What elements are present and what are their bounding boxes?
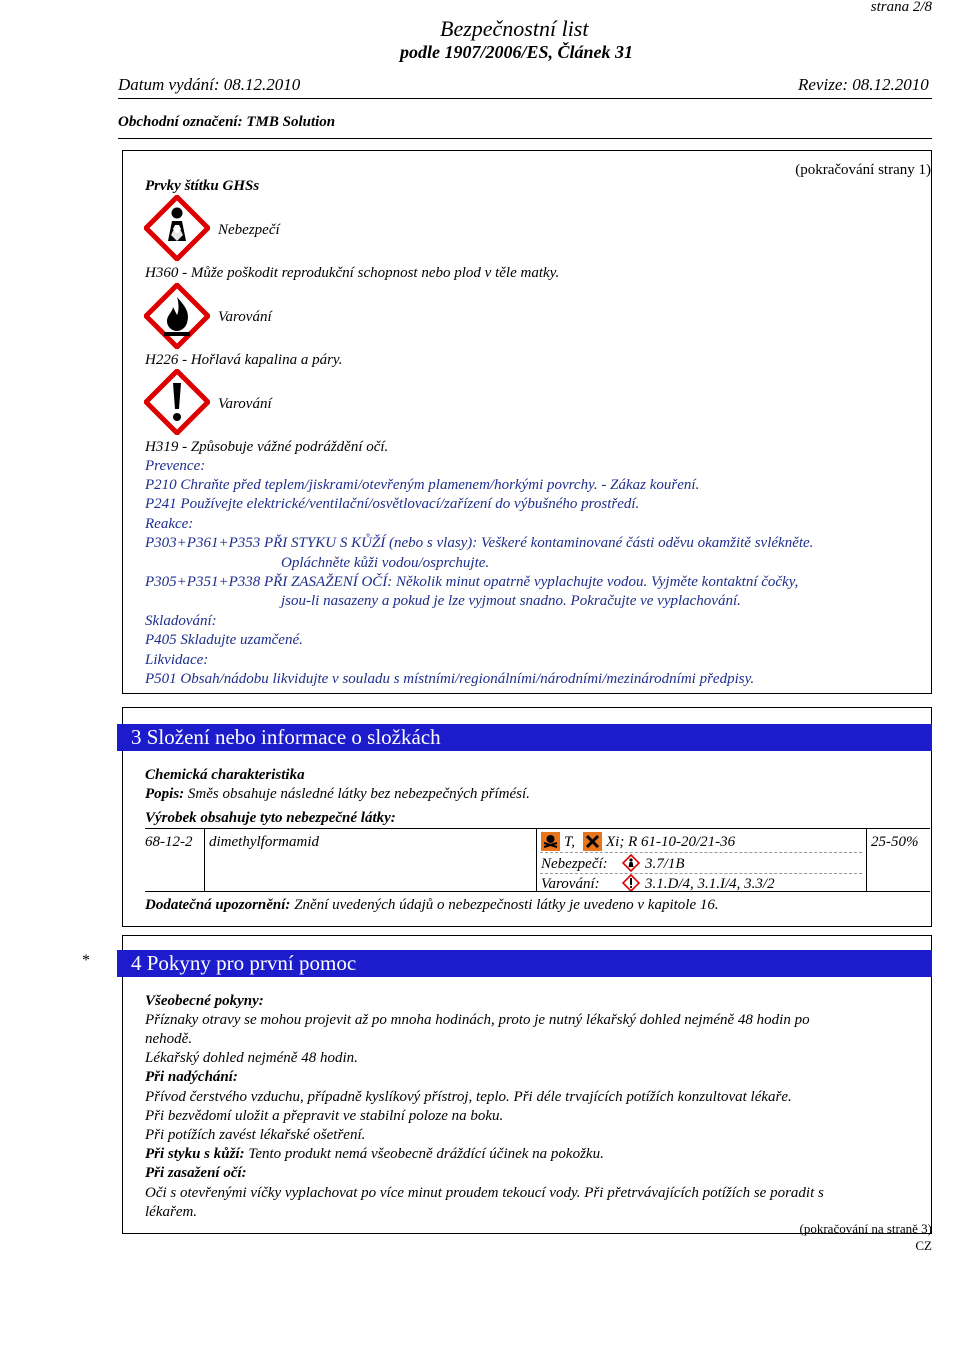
irritant-icon: [583, 832, 602, 851]
eye-text-2: lékařem.: [145, 1204, 198, 1220]
danger-label: Nebezpečí:: [541, 856, 608, 872]
language-code: CZ: [915, 1238, 932, 1253]
page-number: strana 2/8: [870, 0, 932, 15]
skin-text: Tento produkt nemá všeobecně dráždící účinek na pokožku.: [248, 1146, 604, 1162]
health-hazard-icon: [144, 195, 210, 261]
additional-line: [145, 896, 719, 914]
p241-text: P241 Používejte elektrické/ventilační/osvětlovací/zařízení do výbušného prostředí.: [145, 496, 640, 512]
flame-icon: [144, 283, 210, 349]
exclamation-small-icon: [622, 874, 640, 892]
toxic-icon: [541, 832, 560, 851]
popis-text: Směs obsahuje následné látky bez nebezpečných přímésí.: [187, 786, 530, 802]
document-title: Bezpečnostní list: [440, 16, 589, 41]
exclamation-icon: [144, 369, 210, 435]
revision-date: Revize: 08.12.2010: [798, 75, 929, 94]
p210-text: P210 Chraňte před teplem/jiskrami/otevřeným plamenem/horkými povrchy. - Zákaz kouření.: [145, 477, 700, 493]
signal-word-2: Varování: [218, 309, 272, 325]
additional-text: Znění uvedených údajů o nebezpečnosti látky je uvedeno v kapitole 16.: [294, 897, 719, 913]
section4-title: 4 Pokyny pro první pomoc: [117, 950, 932, 977]
p305-text: P305+P351+P338 PŘI ZASAŽENÍ OČÍ: Několik minut opatrně vyplachujte vodou. Vyjměte kontaktní čočky,: [145, 574, 799, 590]
p501-text: P501 Obsah/nádobu likvidujte v souladu s místními/regionálními/národními/mezinárodními předpisy.: [145, 671, 755, 687]
document-subtitle: podle 1907/2006/ES, Článek 31: [400, 42, 634, 62]
signal-word-3: Varování: [218, 396, 272, 412]
skin-line: [145, 1145, 604, 1163]
issue-date: Datum vydání: 08.12.2010: [118, 75, 301, 94]
general-text-2: nehodě.: [145, 1031, 193, 1047]
change-marker: *: [82, 952, 90, 969]
inhalation-text-3: Při potížích zavést lékařské ošetření.: [145, 1127, 366, 1143]
r-text: T,: [564, 834, 575, 850]
h-statement-3: H319 - Způsobuje vážné podráždění očí.: [145, 439, 389, 455]
warning-class: 3.1.D/4, 3.1.I/4, 3.3/2: [645, 876, 775, 892]
reaction-label: Reakce:: [145, 516, 194, 532]
popis-label: Popis:: [145, 786, 185, 802]
general-text-1: Příznaky otravy se mohou projevit až po mnoha hodinách, proto je nutný lékařský dohled nejméně 48 hodin po: [145, 1012, 810, 1028]
product-contains-label: Výrobek obsahuje tyto nebezpečné látky:: [145, 810, 396, 826]
eye-text-1: Oči s otevřenými víčky vyplachovat po více minut proudem tekoucí vody. Při přetrvávajících potížích se poradit s: [145, 1185, 824, 1201]
popis-line: [145, 785, 530, 803]
substance-name: dimethylformamid: [209, 834, 319, 850]
cas-number: 68-12-2: [145, 834, 193, 850]
inhalation-text-2: Při bezvědomí uložit a přepravit ve stabilní poloze na boku.: [145, 1108, 504, 1124]
inhalation-text-1: Přívod čerstvého vzduchu, případně kyslíkový přístroj, teplo. Při déle trvajících potížích konzultovat lékaře.: [145, 1089, 792, 1105]
continued-note: (pokračování strany 1): [795, 162, 931, 178]
percent-range: 25-50%: [871, 834, 919, 850]
p303-text-cont: Opláchněte kůži vodou/osprchujte.: [281, 555, 490, 571]
p305-text-cont: jsou-li nasazeny a pokud je lze vyjmout snadno. Pokračujte ve vyplachování.: [281, 593, 741, 609]
xi-text: Xi; R 61-10-20/21-36: [606, 834, 736, 850]
trade-name: Obchodní označení: TMB Solution: [118, 114, 336, 130]
h-statement-2: H226 - Hořlavá kapalina a páry.: [145, 352, 343, 368]
warning-label: Varování:: [541, 876, 600, 892]
general-label: Všeobecné pokyny:: [145, 993, 264, 1009]
skin-label: Při styku s kůží:: [145, 1146, 245, 1162]
danger-class: 3.7/1B: [645, 856, 685, 872]
chem-char-label: Chemická charakteristika: [145, 767, 305, 783]
additional-label: Dodatečná upozornění:: [145, 897, 291, 913]
prevention-label: Prevence:: [145, 458, 206, 474]
eye-label: Při zasažení očí:: [145, 1165, 247, 1181]
inhalation-label: Při nadýchání:: [145, 1069, 238, 1085]
p303-text: P303+P361+P353 PŘI STYKU S KŮŽÍ (nebo s vlasy): Veškeré kontaminované části oděvu okamžitě svlékněte.: [145, 535, 814, 551]
section3-title: 3 Složení nebo informace o složkách: [117, 724, 932, 751]
general-text-3: Lékařský dohled nejméně 48 hodin.: [145, 1050, 358, 1066]
health-hazard-small-icon: [622, 854, 640, 872]
h-statement-1: H360 - Může poškodit reprodukční schopnost nebo plod v těle matky.: [145, 265, 560, 281]
disposal-label: Likvidace:: [145, 652, 209, 668]
storage-label: Skladování:: [145, 613, 217, 629]
label-heading: Prvky štítku GHSs: [145, 178, 260, 194]
signal-word-1: Nebezpečí: [218, 222, 280, 238]
p405-text: P405 Skladujte uzamčené.: [145, 632, 303, 648]
continued-page-note: (pokračování na straně 3): [799, 1221, 932, 1236]
